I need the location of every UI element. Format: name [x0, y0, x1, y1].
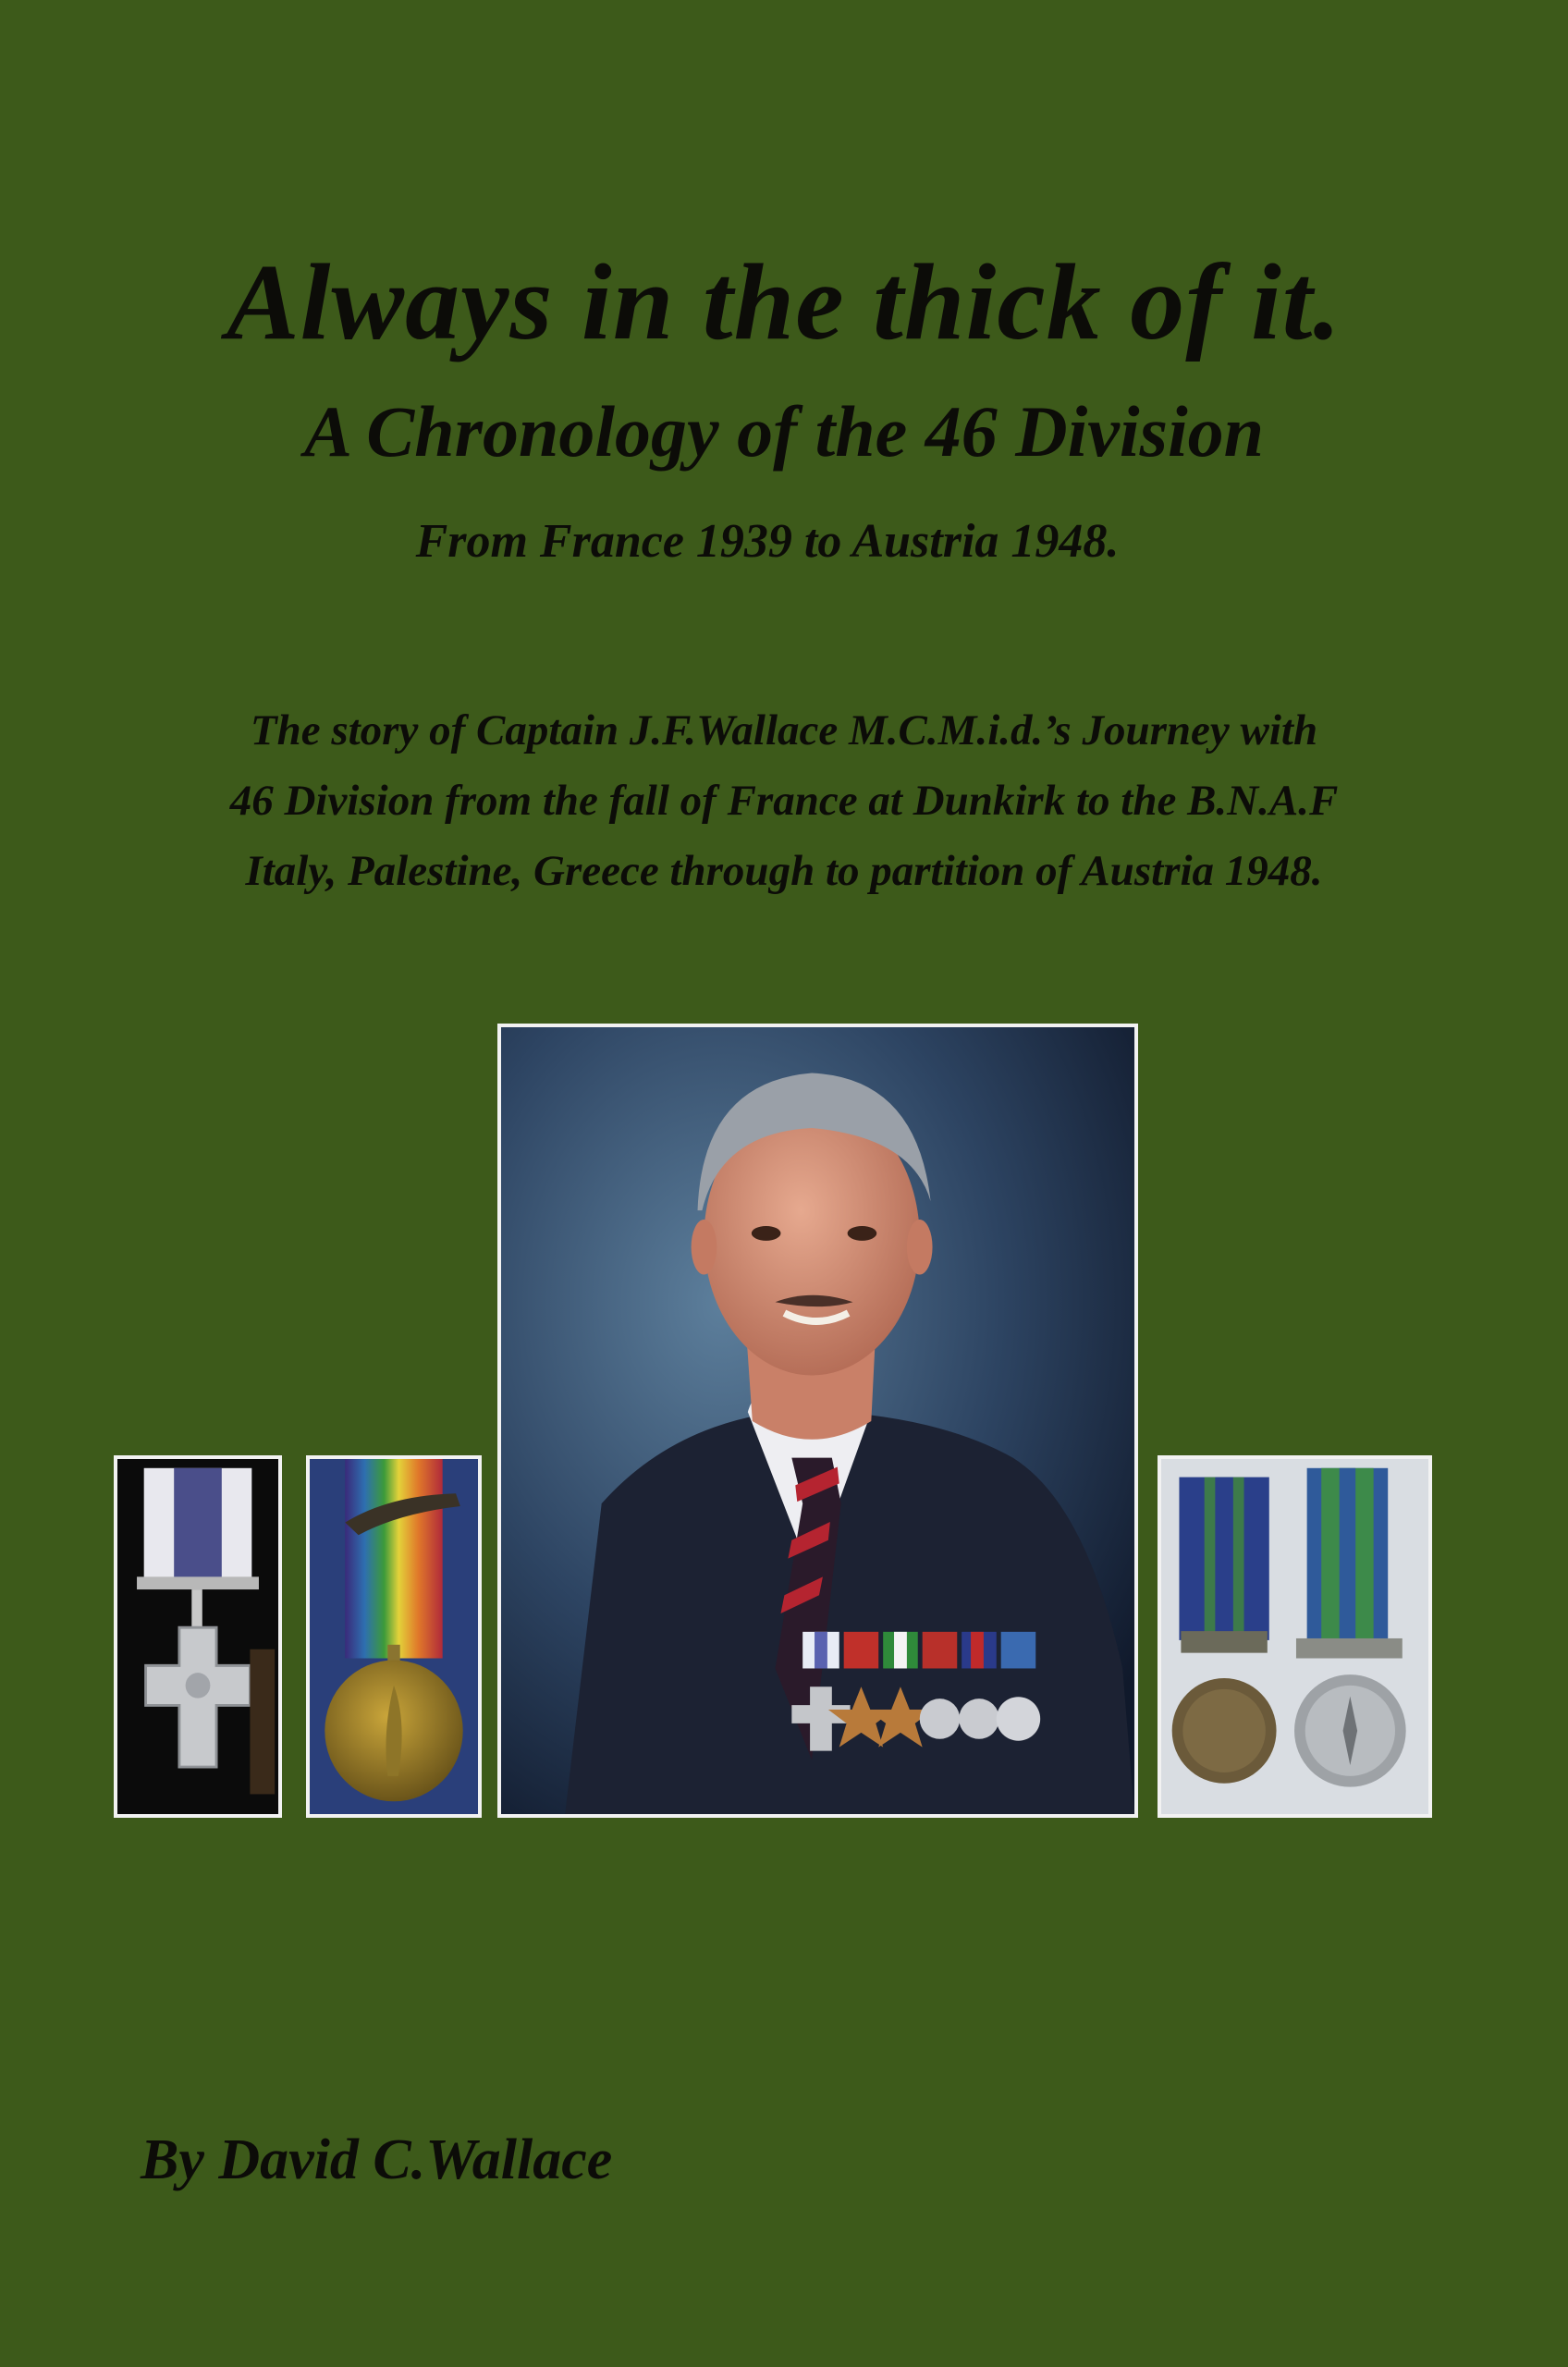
portrait-photo — [497, 1024, 1138, 1818]
blurb-line: 46 Division from the fall of France at Dunkirk to the B.N.A.F — [229, 777, 1339, 825]
book-author: By David C.Wallace — [141, 2128, 613, 2191]
service-medals-photo — [1158, 1455, 1432, 1818]
book-title: Always in the thick of it. — [226, 241, 1342, 362]
military-cross-photo — [114, 1455, 282, 1818]
blurb-line: Italy, Palestine, Greece through to partition of Austria 1948. — [245, 847, 1323, 895]
book-period: From France 1939 to Austria 1948. — [415, 515, 1120, 568]
blurb-line: The story of Captain J.F.Wallace M.C.M.i.d.’s Journey with — [250, 706, 1318, 754]
book-blurb — [0, 695, 1568, 906]
victory-medal-photo — [306, 1455, 482, 1818]
book-subtitle: A Chronology of the 46 Division — [304, 391, 1264, 472]
